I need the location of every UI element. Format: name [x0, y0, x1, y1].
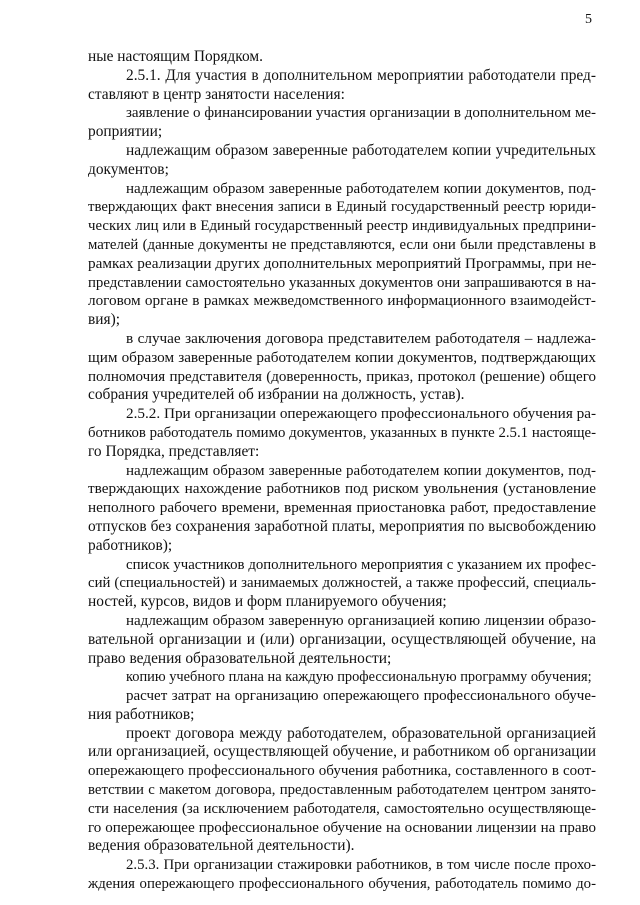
- text-line: сти населения (за исключением работодателя, самостоятельно осуществляюще-: [88, 800, 596, 817]
- text-line: надлежащим образом заверенные работодателем копии документов, под-: [126, 180, 596, 197]
- text-line: расчет затрат на организацию опережающего профессионального обуче-: [126, 688, 596, 705]
- text-line: го Порядка, представляет:: [88, 442, 260, 460]
- text-line: ботников работодатель помимо документов, указанных в пункте 2.5.1 настояще-: [88, 424, 596, 441]
- text-line: ставляют в центр занятости населения:: [88, 85, 345, 103]
- text-line: вия);: [88, 311, 120, 329]
- text-line: мателей (данные документы не представляются, если они были представлены в: [88, 236, 596, 253]
- text-line: щим образом заверенные работодателем копии документов, подтверждающих: [88, 348, 596, 366]
- text-line: ния работников;: [88, 705, 195, 723]
- text-line: неполного рабочего времени, временная приостановка работ, предоставление: [88, 499, 596, 517]
- text-line: надлежащим образом заверенную организацией копию лицензии образо-: [126, 612, 596, 629]
- text-line: в случае заключения договора представителем работодателя – надлежа-: [126, 329, 596, 347]
- text-line: 2.5.3. При организации стажировки работников, в том числе после прохо-: [126, 857, 596, 874]
- text-line: полномочия представителя (доверенность, приказ, протокол (решение) общего: [88, 368, 596, 385]
- text-line: вательной организации и (или) организации, осуществляющей обучение, на: [88, 630, 596, 648]
- text-line: сий (специальностей) и занимаемых должностей, а также профессий, специаль-: [88, 575, 596, 592]
- text-line: собрания учредителей об избрании на должность, устав).: [88, 386, 465, 404]
- text-line: опережающего профессионального обучения работника, составленного в соот-: [88, 763, 596, 780]
- text-line: или организацией, осуществляющей обучение, и работником об организации: [88, 743, 596, 761]
- text-line: ведения образовательной деятельности).: [88, 837, 355, 855]
- text-line: надлежащим образом заверенные работодателем копии учредительных: [126, 141, 596, 159]
- text-line: роприятии;: [88, 123, 163, 141]
- text-line: ждения опережающего профессионального обучения, работодатель помимо до-: [88, 876, 596, 893]
- text-line: представлении самостоятельно указанных документов они запрашиваются в на-: [88, 274, 596, 291]
- text-line: работников);: [88, 536, 173, 554]
- text-line: ностей, курсов, видов и форм планируемого обучения;: [88, 593, 447, 611]
- text-line: рамках реализации других дополнительных мероприятий Программы, при не-: [88, 254, 597, 272]
- text-line: тверждающих факт внесения записи в Единый государственный реестр юриди-: [88, 199, 596, 216]
- text-line: заявление о финансировании участия организации в дополнительном ме-: [126, 105, 596, 122]
- text-line: 2.5.2. При организации опережающего профессионального обучения ра-: [126, 405, 596, 423]
- text-line: 2.5.1. Для участия в дополнительном мероприятии работодатели пред-: [126, 66, 596, 84]
- text-line: список участников дополнительного мероприятия с указанием их профес-: [126, 556, 596, 573]
- text-line: логовом органе в рамках межведомственного информационного взаимодейст-: [88, 292, 596, 310]
- text-line: документов;: [88, 160, 169, 178]
- text-line: право ведения образовательной деятельности;: [88, 649, 392, 667]
- text-line: го опережающее профессиональное обучение на основании лицензии на право: [88, 819, 596, 836]
- text-line: ческих лиц или в Единый государственный реестр индивидуальных предприни-: [88, 218, 596, 235]
- text-line: копию учебного плана на каждую профессиональную программу обучения;: [126, 669, 592, 686]
- document-body: [88, 48, 596, 894]
- text-line: ветствии с макетом договора, предоставленным работодателем центром занято-: [88, 782, 596, 799]
- text-line: надлежащим образом заверенные работодателем копии документов, под-: [126, 462, 596, 479]
- page-number: 5: [585, 12, 592, 27]
- text-line: тверждающих нахождение работников под риском увольнения (установление: [88, 480, 596, 498]
- text-line: проект договора между работодателем, образовательной организацией: [126, 724, 596, 742]
- text-line: ные настоящим Порядком.: [88, 48, 263, 65]
- text-line: отпусков без сохранения заработной платы, мероприятия по высвобождению: [88, 517, 596, 535]
